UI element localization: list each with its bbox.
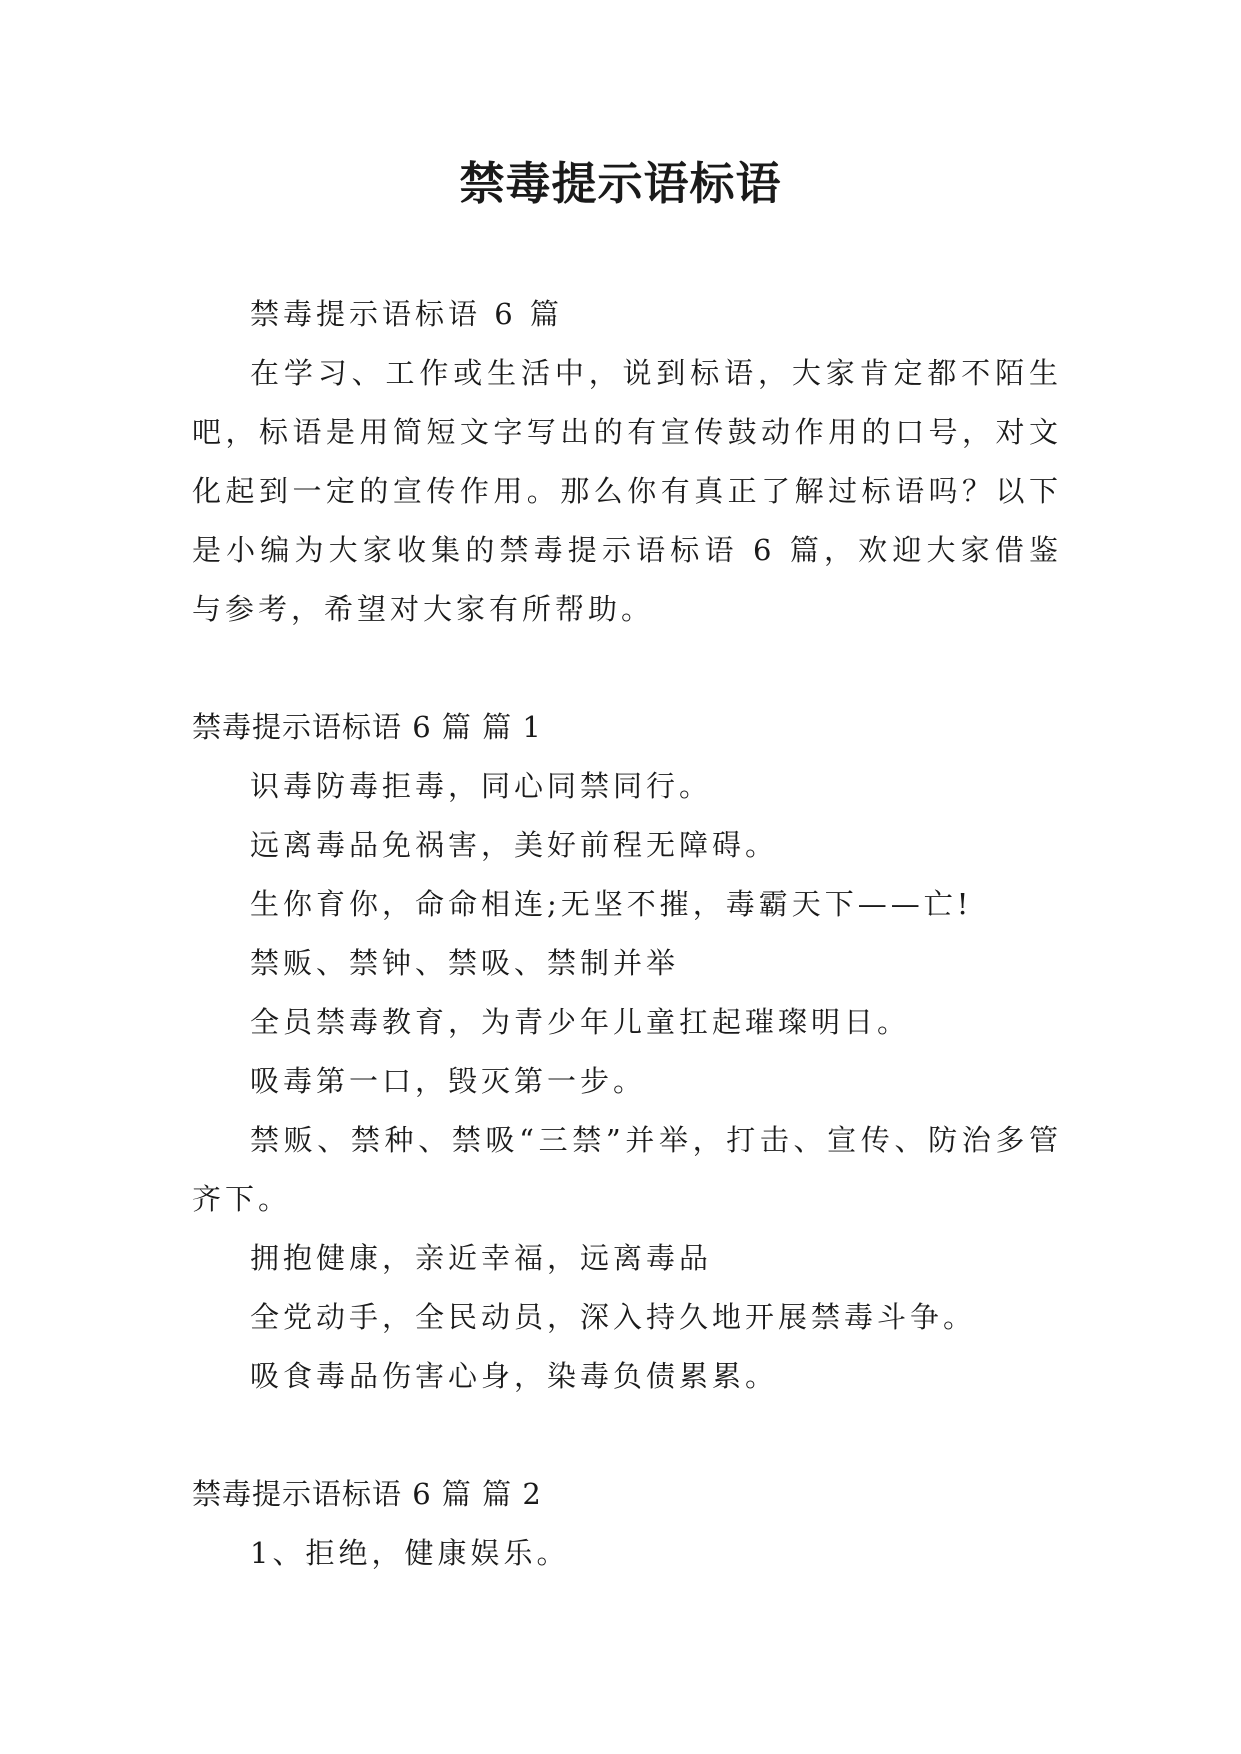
slogan-line: 识毒防毒拒毒，同心同禁同行。 xyxy=(250,769,713,803)
slogan-line: 生你育你，命命相连;无坚不摧，毒霸天下——亡! xyxy=(250,887,973,921)
document-subtitle: 禁毒提示语标语 6 篇 xyxy=(250,297,563,331)
slogan-line: 远离毒品免祸害，美好前程无障碍。 xyxy=(250,828,779,862)
slogan-line: 吸食毒品伤害心身，染毒负债累累。 xyxy=(250,1359,779,1393)
slogan-line: 全员禁毒教育，为青少年儿童扛起璀璨明日。 xyxy=(250,1005,911,1039)
document-body xyxy=(192,285,1062,1583)
slogan-line: 1、拒绝，健康娱乐。 xyxy=(250,1536,570,1570)
slogan-line: 禁贩、禁钟、禁吸、禁制并举 xyxy=(250,946,680,980)
slogan-line: 吸毒第一口，毁灭第一步。 xyxy=(250,1064,647,1098)
slogan-line: 全党动手，全民动员，深入持久地开展禁毒斗争。 xyxy=(250,1300,977,1334)
slogan-line: 拥抱健康，亲近幸福，远离毒品 xyxy=(250,1241,713,1275)
section-heading-1: 禁毒提示语标语 6 篇 篇 1 xyxy=(192,710,542,744)
intro-paragraph: 在学习、工作或生活中，说到标语，大家肯定都不陌生吧，标语是用简短文字写出的有宣传鼓动作用的口号，对文化起到一定的宣传作用。那么你有真正了解过标语吗？以下是小编为大家收集的禁毒提示语标语 6 篇，欢迎大家借鉴与参考，希望对大家有所帮助。 xyxy=(192,356,1062,626)
document-title: 禁毒提示语标语 xyxy=(459,157,782,210)
section-heading-2: 禁毒提示语标语 6 篇 篇 2 xyxy=(192,1477,542,1511)
slogan-line: 禁贩、禁种、禁吸“三禁”并举，打击、宣传、防治多管齐下。 xyxy=(192,1123,1062,1216)
